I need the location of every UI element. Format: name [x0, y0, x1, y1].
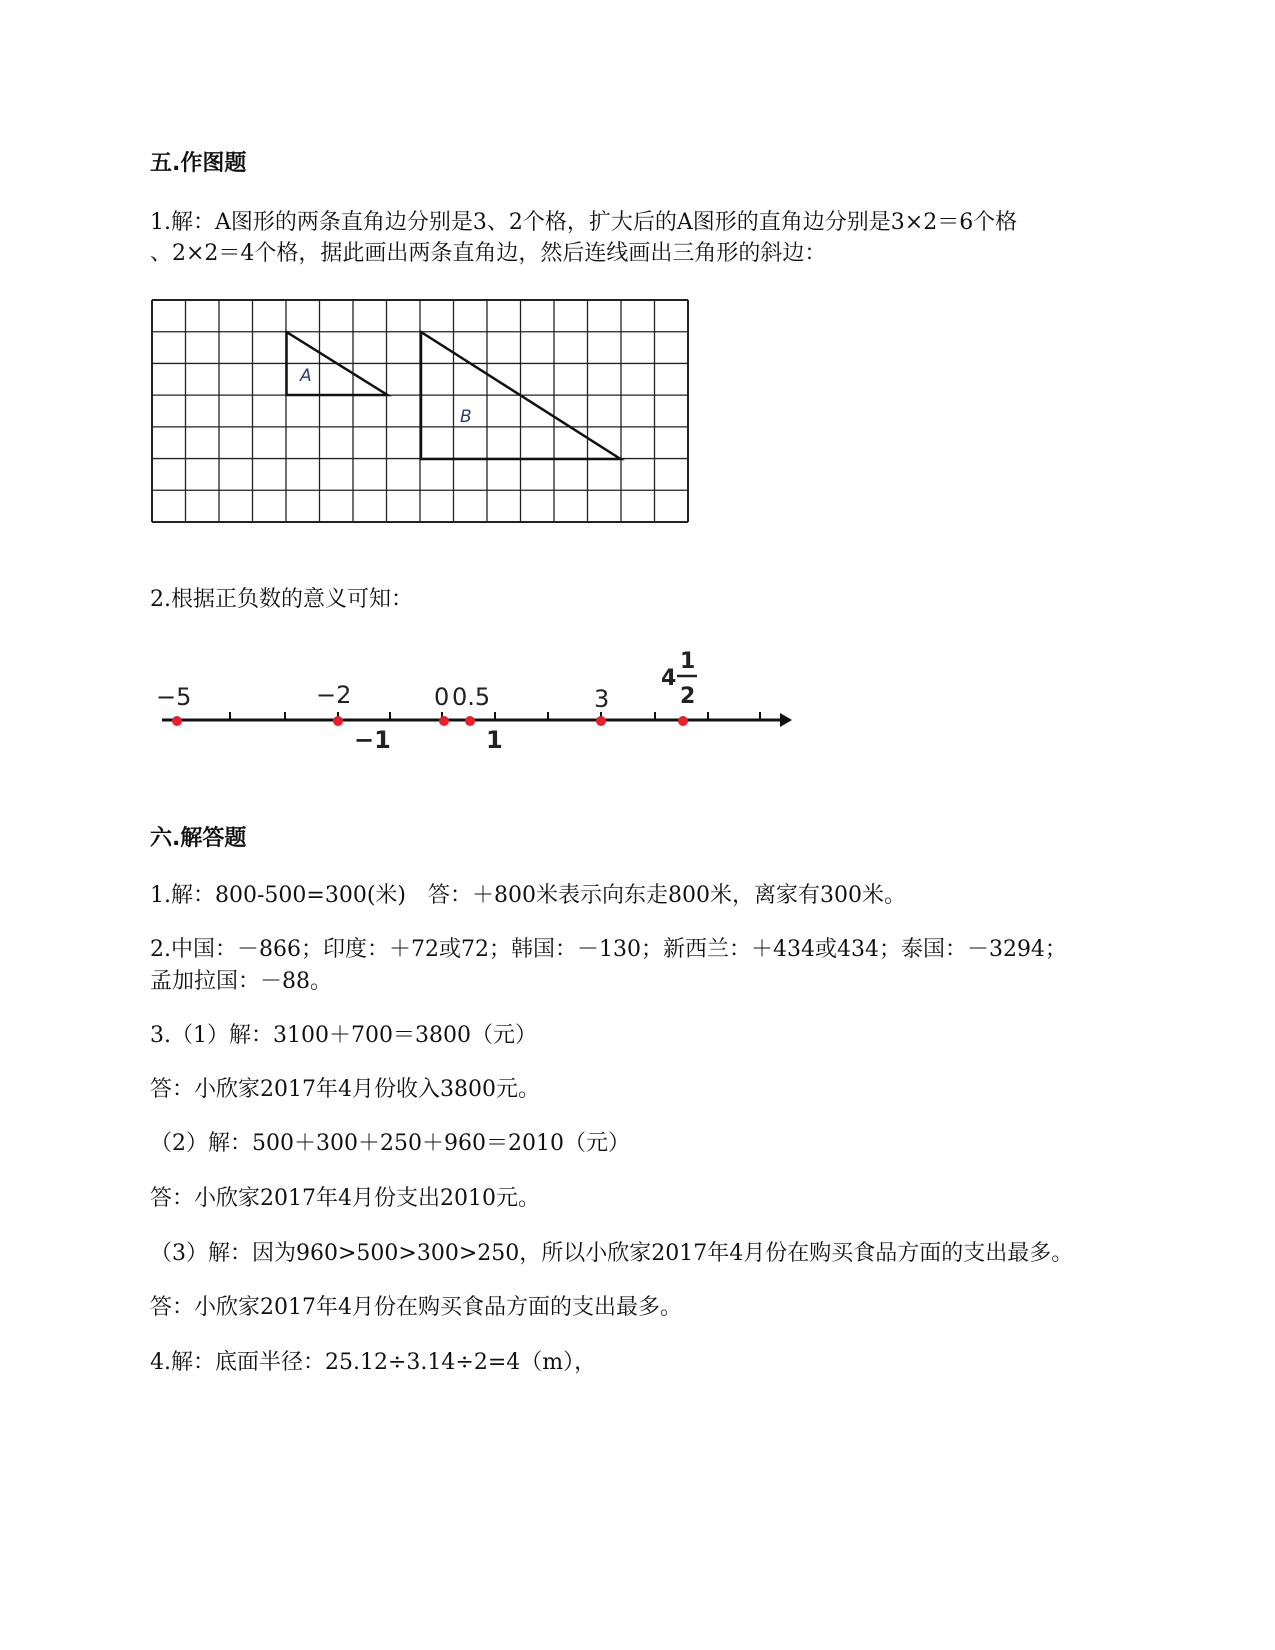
plotted-point: [439, 716, 449, 726]
plotted-point: [333, 716, 343, 726]
triangle-b-label: B: [460, 407, 472, 427]
label-neg5: −5: [156, 683, 192, 711]
label-one: 1: [486, 726, 503, 754]
q2-text: 2.根据正负数的意义可知：: [150, 587, 413, 612]
label-zero: 0: [434, 683, 450, 711]
answer-q3-3: （3）解：因为960>500>300>250，所以小欣家2017年4月份在购买食品方面的支出最多。: [150, 1241, 1074, 1266]
answer-q2-line2: 孟加拉国：－88。: [150, 969, 332, 994]
answer-q4: 4.解：底面半径：25.12÷3.14÷2=4（m），: [150, 1350, 597, 1375]
answer-q3-2: （2）解：500＋300＋250＋960＝2010（元）: [150, 1131, 630, 1156]
label-half: 0.5: [452, 683, 491, 711]
answer-q1: 1.解：800-500=300(米) 答：＋800米表示向东走800米，离家有300米。: [150, 883, 906, 908]
label-neg1: −1: [354, 726, 391, 754]
plotted-point: [678, 716, 688, 726]
mixed-whole: 4: [661, 666, 677, 691]
section-heading-drawing: 五.作图题: [150, 151, 247, 176]
plotted-point: [596, 716, 606, 726]
arrow-head: [780, 713, 792, 727]
plotted-point: [465, 716, 475, 726]
answer-q3-3-reply: 答：小欣家2017年4月份在购买食品方面的支出最多。: [150, 1295, 682, 1320]
answer-q2-line1: 2.中国：－866；印度：＋72或72；韩国：－130；新西兰：＋434或434；泰国：－3294；: [150, 937, 1067, 962]
answer-q3-1-reply: 答：小欣家2017年4月份收入3800元。: [150, 1077, 540, 1102]
number-line-figure: [150, 640, 810, 765]
mixed-denominator: 2: [680, 684, 696, 709]
plotted-point: [172, 716, 182, 726]
label-three: 3: [594, 685, 610, 713]
triangle-a-label: A: [300, 366, 312, 386]
mixed-numerator: 1: [680, 649, 696, 674]
section-heading-answers: 六.解答题: [150, 826, 247, 851]
q1-line2: 、2×2＝4个格，据此画出两条直角边，然后连线画出三角形的斜边：: [150, 241, 827, 266]
q1-line1: 1.解：A图形的两条直角边分别是3、2个格，扩大后的A图形的直角边分别是3×2＝6个格: [150, 210, 1018, 235]
answer-q3-2-reply: 答：小欣家2017年4月份支出2010元。: [150, 1186, 540, 1211]
answer-q3-1: 3.（1）解：3100＋700＝3800（元）: [150, 1023, 537, 1048]
triangle-grid-figure: [150, 298, 695, 528]
label-neg2: −2: [316, 681, 352, 709]
